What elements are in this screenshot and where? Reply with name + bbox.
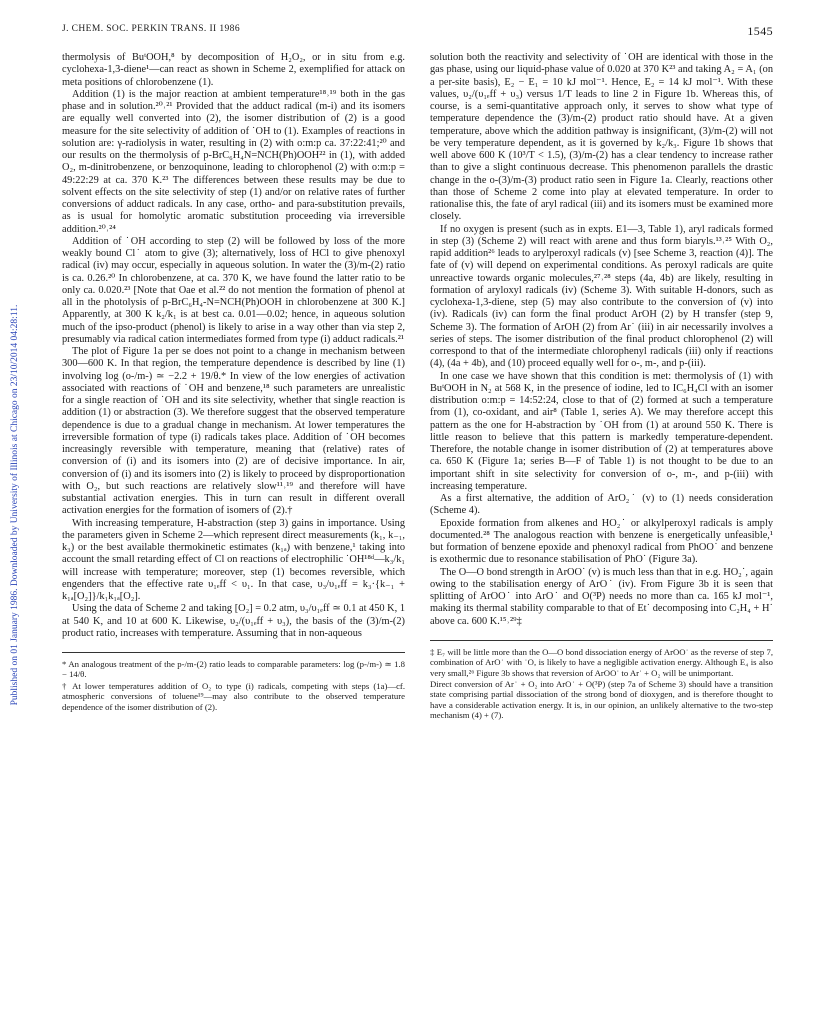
paragraph: The O—O bond strength in ArOO˙ (v) is much less than that in e.g. HO₂˙, again owing to the stabilisation energy of ArO˙ (iv). From Figure 3b it is seen that splitting of ArOO˙ into ArO˙ and O(³P) needs no more than ca. 165 kJ mol⁻¹, making its thermal stability comparable to that of Et˙ decomposing into C₂H₄ + H˙ above ca. 600 K.¹⁵˒²⁹‡	[430, 566, 773, 627]
footnote-divider	[62, 652, 405, 653]
footnote: Direct conversion of Ar˙ + O₂ into ArO˙ + O(³P) (step 7a of Scheme 3) should have a transition state comprising partial dissociation of the strong bond of dioxygen, and is therefore thought to have a considerable activation energy. It is, in our opinion, an unlikely alternative to the two-step mechanism (4) + (7).	[430, 678, 773, 721]
paragraph: Epoxide formation from alkenes and HO₂˙ or alkylperoxyl radicals is amply documented.²⁸ The analogous reaction with benzene is energetically unfeasible,¹ but formation of benzene epoxide and phenoxyl radical from PhOO˙ and benzene is exothermic due to resonance stabilisation of PhO˙ (Figure 3a).	[430, 517, 773, 566]
paragraph: Using the data of Scheme 2 and taking [O₂] = 0.2 atm, υ₃/υ₁ₑff ≃ 0.1 at 450 K, 1 at 540 K, and 10 at 600 K. Likewise, υ₂/(υ₁ₑff + υ₃), the basis of the (3)/m-(2) product ratio, increases with temperature. Assuming that in non-aqueous	[62, 603, 405, 639]
paragraph: The plot of Figure 1a per se does not point to a change in mechanism between 300—600 K. In that region, the temperature dependence is described by line (1) involving log (o-/m-) ≃ −2.2 + 19/θ.* In view of the low energies of activation associated with reactions of ˙OH and benzene,¹⁸ such parameters are unrealistic for a single reaction of ˙OH and its site selectivity, whether that single reaction is addition (1) or abstraction (3). We therefore suggest that the observed temperature dependence is due to a gradual change in mechanism. At lower temperatures the irreversible formation of type (i) radicals takes place. Addition of ˙OH becomes increasingly reversible with temperature, meaning that (relative) rates of conversion of (i) and its isomers into (2) are of decisive importance. In air, conversion of (i) and its isomers into (2) is likely to proceed by disproportionation with O₂, but such reactions are relatively slow¹¹˒¹⁹ and therefore will have substantial activation energies. This in turn can result in different overall activation energies for the formation of isomers of (2).†	[62, 346, 405, 517]
paragraph: solution both the reactivity and selectivity of ˙OH are identical with those in the gas phase, using our liquid-phase value of 0.020 at 370 K²³ and taking A₂ = A₁ (on a per-site basis), E₂ − E₁ = 10 kJ mol⁻¹. Hence, E₂ = 14 kJ mol⁻¹. With these values, υ₂/(υ₁ₑff + υ₃) versus 1/T leads to line 2 in Figure 1b. Whereas this, of course, is a semi-quantitative approach only, it serves to show what type of temperature dependence the (3)/m-(2) product ratio should have. At a given temperature, above which the addition pathway is insignificant, (3)/m-(2) will not be very temperature dependent, as it is governed by k₂/k₃. Figure 1b shows that well above 600 K (10³/T < 1.5), (3)/m-(2) has a clear tendency to increase rather than to give a slight continuous decrease. This phenomenon parallels the drastic change in the o-(3)/m-(3) product ratio seen in Figure 1a. Clearly, reactions other than those of Scheme 2 come into play at elevated temperature. In order to rationalise this, the fate of aryl radical (iii) and its isomers must be examined more closely.	[430, 52, 773, 223]
paragraph: Addition (1) is the major reaction at ambient temperature¹⁸˒¹⁹ both in the gas phase and in solution.²⁰˒²¹ Provided that the adduct radical (m-i) and its isomers are equally well converted into (2), the isomer distribution of (2) is a good measure for the site selectivity of addition of ˙OH to (1). Examples of reactions in solution are: γ-radiolysis in water, resulting in (2) with o:m:p ca. 37:22:41;²⁰ and our results on the thermolysis of p-BrC₆H₄N=NCH(Ph)OOH²² in (1), with added O₂, m-dinitrobenzene, or benzoquinone, leading to chlorophenol (2) with o:m:p = 49:22:29 at ca. 370 K.²³ The differences between these results may be due to solvent effects on the site selectivity of step (1) and/or on relative rates of further conversions of adduct radicals. In any case, ortho- and para-substitution prevails, as is usual for homolytic aromatic substitution proceeding via irreversible addition.²⁰˒²⁴	[62, 88, 405, 235]
paragraph: Addition of ˙OH according to step (2) will be followed by loss of the more weakly bound Cl˙ atom to give (3); alternatively, loss of HCl to give phenoxyl radical (iv) may occur, especially in aqueous solution. In water the (3)/m-(2) ratio is ca. 0.26.²⁰ In chlorobenzene, at ca. 370 K, we have found the latter ratio to be only ca. 0.020.²³ [Note that Oae et al.²² do not mention the formation of phenol at all in the photolysis of p-BrC₆H₄-N=NCH(Ph)OOH in chlorobenzene at 300 K.] Apparently, at 300 K k₂/k₁ is at best ca. 0.01—0.02; hence, in aqueous solution much of the ipso-product (phenol) is likely to arise in a way other than via step 2, presumably via radical cation intermediates formed from type (i) adduct radicals.²¹	[62, 235, 405, 345]
footnote: ‡ E₇ will be little more than the O—O bond dissociation energy of ArOO˙ as the reverse of step 7, combination of ArO˙ with ˙O, is likely to have a negligible activation energy. Although E₄ is also very small,²⁶ Figure 3b shows that reversion of ArOO˙ to Ar˙ + O₂ will be unimportant.	[430, 646, 773, 678]
paragraph: In one case we have shown that this condition is met: thermolysis of (1) with BuᵗOOH in N₂ at 568 K, in the presence of iodine, led to IC₆H₄Cl with an isomer distribution o:m:p = 14:52:24, close to that of (2) formed at such a temperature from (1), co-oxidant, and air⁸ (Table 1, series A). We may therefore accept this pattern as the one for H-abstraction by ˙OH from (1) at around 550 K. There is little reason to believe that this pattern is markedly temperature-dependent. Therefore, the notable change in isomer distribution of (2) at temperatures above ca. 650 K (Figure 1a; series B—F of Table 1) is not thought to be due to an important shift in site selectivity for conversion of o-, m-, and p-(iii) with increasing temperature.	[430, 370, 773, 492]
footnote: † At lower temperatures addition of O₂ to type (i) radicals, competing with steps (1a)—cf. atmospheric conversions of toluene¹⁹—may also contribute to the observed temperature dependence of the isomer distribution of (2).	[62, 680, 405, 712]
paragraph: With increasing temperature, H-abstraction (step 3) gains in importance. Using the parameters given in Scheme 2—which represent direct measurements (k₁, k₋₁, k₃) or the best available thermokinetic estimates (k₁ₐ) with benzene,¹ taking into account the small retarding effect of Cl on reactions of electrophilic ˙OH¹⁸ᵈ—k₃/k₁ will increase with temperature; moreover, step (1) becomes reversible, which engenders that the effective rate υ₁ₑff < υ₁. In that case, υ₃/υ₁ₑff = k₃·{k₋₁ + k₁ₐ[O₂]}/k₁k₁ₐ[O₂].	[62, 517, 405, 602]
running-header	[62, 24, 773, 38]
page-number: 1545	[747, 24, 773, 38]
left-column	[62, 52, 405, 712]
paragraph: As a first alternative, the addition of ArO₂˙ (v) to (1) needs consideration (Scheme 4).	[430, 493, 773, 517]
footnote: * An analogous treatment of the p-/m-(2) ratio leads to comparable parameters: log (p-/m-) ≃ 1.8 − 14/θ.	[62, 659, 405, 680]
paragraph: thermolysis of BuᵗOOH,⁸ by decomposition of H₂O₂, or in situ from e.g. cyclohexa-1,3-diene¹—can react as shown in Scheme 2, exemplified for attack on meta positions of chlorobenzene (1).	[62, 52, 405, 88]
footnote-divider	[430, 640, 773, 641]
right-column	[430, 52, 773, 721]
download-notice-sidebar	[0, 160, 20, 860]
paragraph: If no oxygen is present (such as in expts. E1—3, Table 1), aryl radicals formed in step (3) (Scheme 2) will react with arene and thus form biaryls.¹³˒²⁵ With O₂, rapid addition²⁶ leads to arylperoxyl radicals (v) [see Scheme 3, reaction (4)]. The fate of (v) will depend on experimental conditions. As peroxyl radicals are quite unreactive towards organic molecules,²⁷˒²⁸ steps (4a, 4b) are likely, resulting in formation of aryloxyl radicals (iv) (Scheme 3). With suitable H-donors, such as cyclohexa-1,3-diene, step (5) may also contribute to the conversion of (v) into (iv). Radicals (iv) can form the final product ArOH (2) by H transfer (step 9, Scheme 3). The formation of ArOH (2) from Ar˙ (iii) in air necessarily involves a series of steps. The isomer distribution of the final product chlorophenol (2) will correspond to that of the intermediate chlorophenyl radicals (iii) only if reactions (4), (4a + 4b), and (10) proceed equally well for o-, m-, and p-(iii).	[430, 223, 773, 370]
download-notice-link[interactable]: Published on 01 January 1986. Downloaded by University of Illinois at Chicago on 23/10/2014 04:28:11.	[10, 304, 20, 706]
journal-header: J. CHEM. SOC. PERKIN TRANS. II 1986	[62, 24, 240, 34]
